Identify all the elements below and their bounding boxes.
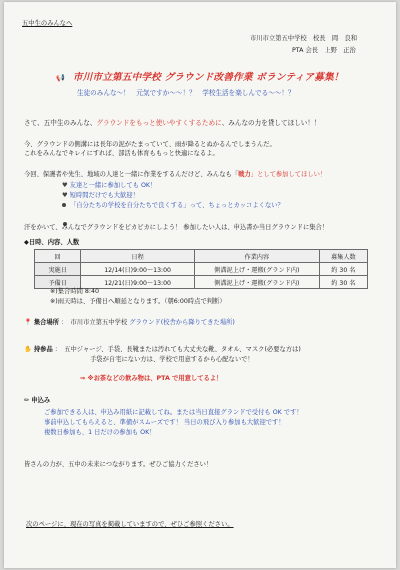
table-header-row <box>35 250 368 263</box>
location-pin-icon: 📍 <box>24 319 32 326</box>
closing-call: 汗をかいて、みんなでグラウンドをピカピカにしよう！ 参加したい人は、申込書か当日グラウンドに集合！ <box>24 224 329 231</box>
drinks-note: ⇒ ※お茶などの飲み物は、PTA で用意してるよ！ <box>80 375 223 382</box>
call-tail: 」として参加してほしい！ <box>250 171 327 178</box>
pencil-icon: ✏ <box>24 397 30 404</box>
intro-paragraph <box>24 119 321 128</box>
column-header: 回 <box>35 250 81 263</box>
items-gloves-note: 手袋が自宅にない方は、学校で用意するから心配ないで！ <box>90 356 254 363</box>
bullet-dot-icon <box>62 203 66 207</box>
closing-text: 皆さんの力が、五中の未来につながります。ぜひご協力ください！ <box>24 461 213 468</box>
flyer-page <box>4 2 396 568</box>
schedule-heading: ◆日時、内容、人数 <box>24 239 80 246</box>
heart-icon: ♥ <box>62 182 68 189</box>
table-row <box>35 276 368 289</box>
principal-signature: 市川市立第五中学校 校長 岡 良和 <box>250 35 358 42</box>
apply-label: 申込み <box>31 397 51 404</box>
apply-line-3: 複数日参加も、1 日だけの参加も OK！ <box>44 429 156 436</box>
call-highlight: 戦力 <box>238 171 251 178</box>
apply-line-1: ご参加できる人は、申込み用紙に記載してね。または当日直接グランドで受付も OK です！ <box>44 409 303 416</box>
meeting-place-row <box>24 319 235 327</box>
apply-line-2: 事前申込してもらえると、準備がスムーズです！ 当日の飛び入り参加も大歓迎です！ <box>44 419 285 426</box>
table-cell: 12/14(日)9:00～13:00 <box>81 263 195 276</box>
pta-signature: PTA 会長 上野 正治 <box>292 47 356 54</box>
call-paragraph <box>24 171 326 179</box>
heart-icon: ♥ <box>62 192 68 199</box>
gather-time-note: ※)集合時間 8:40 <box>50 288 100 295</box>
table-cell: 約 30 名 <box>319 263 367 276</box>
intro-highlight: グラウンドをもっと使いやすくするために <box>96 119 222 127</box>
bullet-item-1 <box>62 182 156 190</box>
call-lead: 今回、保護者や先生、地域の人達と一緒に作業をするんだけど、みんなも「 <box>24 171 239 178</box>
recipient-line: 五中生のみんなへ <box>22 20 73 27</box>
footer-note: 次のページに、現在の写真を掲載していますので、ぜひご参照ください。 <box>26 521 234 528</box>
table-cell: 予備日 <box>35 276 81 289</box>
schedule-table <box>34 249 368 289</box>
table-cell: 12/21(日)9:00～13:00 <box>81 276 195 289</box>
intro-tail: 、みんなの力を貸してほしい！！ <box>221 119 321 127</box>
bullet-text-2: 短時間だけでも大歓迎！ <box>69 192 139 199</box>
column-header: 募集人数 <box>319 250 367 263</box>
hand-icon: ✋ <box>24 346 32 353</box>
column-header: 作業内容 <box>194 250 319 263</box>
closing-message <box>24 461 212 469</box>
title-row <box>56 65 344 84</box>
meeting-place-highlight: グラウンド(校舎から降りてきた場所) <box>129 319 235 326</box>
bullet-item-2 <box>62 192 139 200</box>
megaphone-icon: 📢 <box>56 74 65 82</box>
meeting-label: 集合場所 <box>33 319 60 326</box>
greeting: 生徒のみんな～！ 元気ですか～～！？ 学校生活を楽しんでる～～！？ <box>77 89 295 97</box>
bullet-text-1: 友達と一緒に参加しても OK！ <box>69 182 157 189</box>
table-row <box>35 263 368 276</box>
rain-note: ※)雨天時は、予備日へ順延となります。（朝6:00時点で判断） <box>50 298 226 305</box>
items-row <box>24 346 301 354</box>
bullet-item-3 <box>62 202 284 210</box>
items-list: ： 五中ジャージ、手袋、長靴または汚れても大丈夫な靴、タオル、マスク(必要な方は) <box>54 346 301 353</box>
intro-lead: さて、五中生のみんな、 <box>24 119 97 127</box>
meeting-school: ： 市川市立第五中学校 <box>61 319 128 326</box>
items-label: 持参品 <box>33 346 53 353</box>
bullet-text-3: 「自分たちの学校を自分たちで良くする」って、ちょっとカッコよくない？ <box>70 202 284 209</box>
flyer-title: 市川市立第五中学校 グラウンド改善作業 ボランティア募集！ <box>72 72 344 83</box>
column-header: 日程 <box>81 250 195 263</box>
table-cell: 側溝泥上げ・運搬(グランド内) <box>194 263 319 276</box>
apply-row <box>24 397 50 405</box>
table-cell: 側溝泥上げ・運搬(グランド内) <box>194 276 319 289</box>
table-cell: 約 30 名 <box>319 276 367 289</box>
reason-line-1: 今、グラウンドの側溝には長年の泥がたまっていて、雨が降るとぬかるんでしまうんだ。 <box>24 141 276 148</box>
table-cell: 実施日 <box>35 263 81 276</box>
reason-line-2: これをみんなでキレイにすれば、部活も体育ももっと快適になるよ。 <box>24 150 219 157</box>
